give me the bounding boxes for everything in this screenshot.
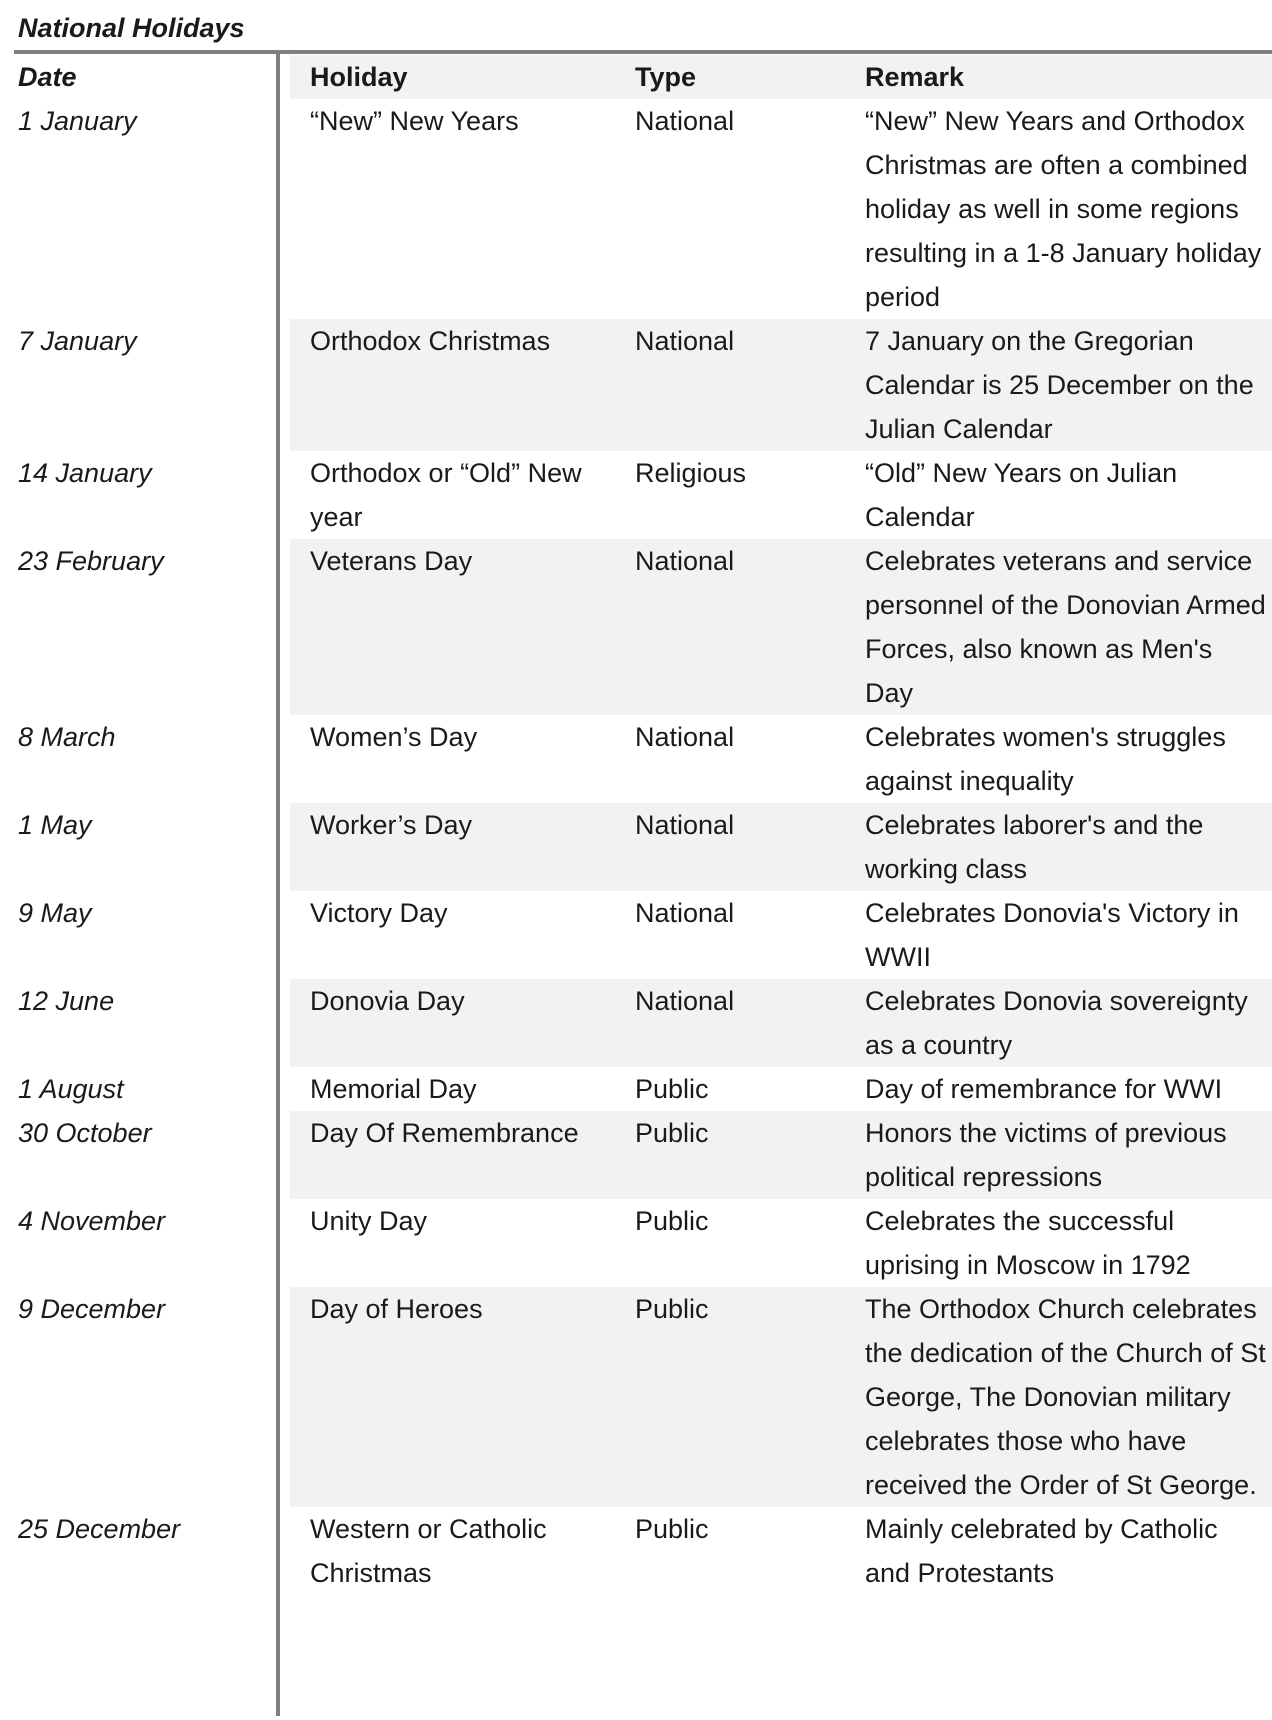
type-cell: Public [635,1287,865,1507]
column-header-remark: Remark [865,55,1272,99]
type-cell: National [635,898,735,928]
header-row [0,55,1272,99]
column-divider [276,52,280,1716]
type-cell: National [635,106,735,136]
remark-cell: Celebrates the successful uprising in Moscow in 1792 [865,1206,1191,1280]
holidays-table [0,55,1272,1595]
remark-cell: Celebrates Donovia's Victory in WWII [865,898,1239,972]
holiday-cell: Day of Heroes [290,1287,635,1507]
table-row [0,1199,1272,1287]
date-cell: 23 February [18,546,164,576]
holiday-cell: “New” New Years [310,106,519,136]
date-cell: 8 March [18,722,116,752]
table-row [0,1111,1272,1199]
date-cell: 25 December [18,1514,181,1544]
holiday-cell: Victory Day [310,898,448,928]
table-row [0,979,1272,1067]
holiday-cell: Orthodox or “Old” New year [310,458,582,532]
table-row [0,319,1272,451]
holiday-cell: Veterans Day [290,539,635,715]
table-title: National Holidays [18,13,245,43]
date-cell: 1 May [18,810,92,840]
type-cell: Religious [635,458,747,488]
date-cell: 30 October [18,1118,152,1148]
type-cell: Public [635,1111,865,1199]
remark-cell: “Old” New Years on Julian Calendar [865,458,1178,532]
remark-cell: 7 January on the Gregorian Calendar is 25 December on the Julian Calendar [865,319,1272,451]
date-cell: 1 August [18,1074,124,1104]
type-cell: National [635,979,865,1067]
holiday-cell: Women’s Day [310,722,478,752]
remark-cell: Honors the victims of previous political repressions [865,1111,1272,1199]
remark-cell: Celebrates women's struggles against inequality [865,722,1226,796]
type-cell: National [635,803,865,891]
remark-cell: The Orthodox Church celebrates the dedication of the Church of St George, The Donovian military celebrates those who have received the Order of St George. [865,1287,1272,1507]
remark-cell: “New” New Years and Orthodox Christmas are often a combined holiday as well in some regions resulting in a 1-8 January holiday period [865,106,1262,312]
holiday-cell: Western or Catholic Christmas [310,1514,547,1588]
type-cell: National [635,319,865,451]
date-cell: 9 May [18,898,92,928]
date-cell: 7 January [18,326,137,356]
table-row [0,803,1272,891]
table-row [0,891,1272,979]
column-header-holiday: Holiday [290,55,635,99]
holiday-cell: Donovia Day [290,979,635,1067]
holiday-cell: Worker’s Day [290,803,635,891]
table-row [0,715,1272,803]
table-row [0,1507,1272,1595]
holiday-cell: Orthodox Christmas [290,319,635,451]
date-cell: 4 November [18,1206,166,1236]
date-cell: 1 January [18,106,137,136]
remark-cell: Mainly celebrated by Catholic and Protestants [865,1514,1218,1588]
remark-cell: Celebrates laborer's and the working class [865,803,1272,891]
title-rule [14,50,1272,54]
holiday-cell: Memorial Day [310,1074,477,1104]
table-row [0,1287,1272,1507]
holiday-cell: Unity Day [310,1206,428,1236]
table-row [0,1067,1272,1111]
table-row [0,539,1272,715]
date-cell: 14 January [18,458,152,488]
remark-cell: Celebrates veterans and service personnel of the Donovian Armed Forces, also known as Men's Day [865,539,1272,715]
column-header-date: Date [18,62,77,92]
type-cell: Public [635,1206,709,1236]
type-cell: Public [635,1074,709,1104]
table-row [0,451,1272,539]
column-header-type: Type [635,55,865,99]
type-cell: National [635,539,865,715]
type-cell: Public [635,1514,709,1544]
date-cell: 9 December [18,1294,166,1324]
remark-cell: Celebrates Donovia sovereignty as a country [865,979,1272,1067]
remark-cell: Day of remembrance for WWI [865,1074,1223,1104]
table-row [0,99,1272,319]
type-cell: National [635,722,735,752]
date-cell: 12 June [18,986,115,1016]
holiday-cell: Day Of Remembrance [290,1111,635,1199]
